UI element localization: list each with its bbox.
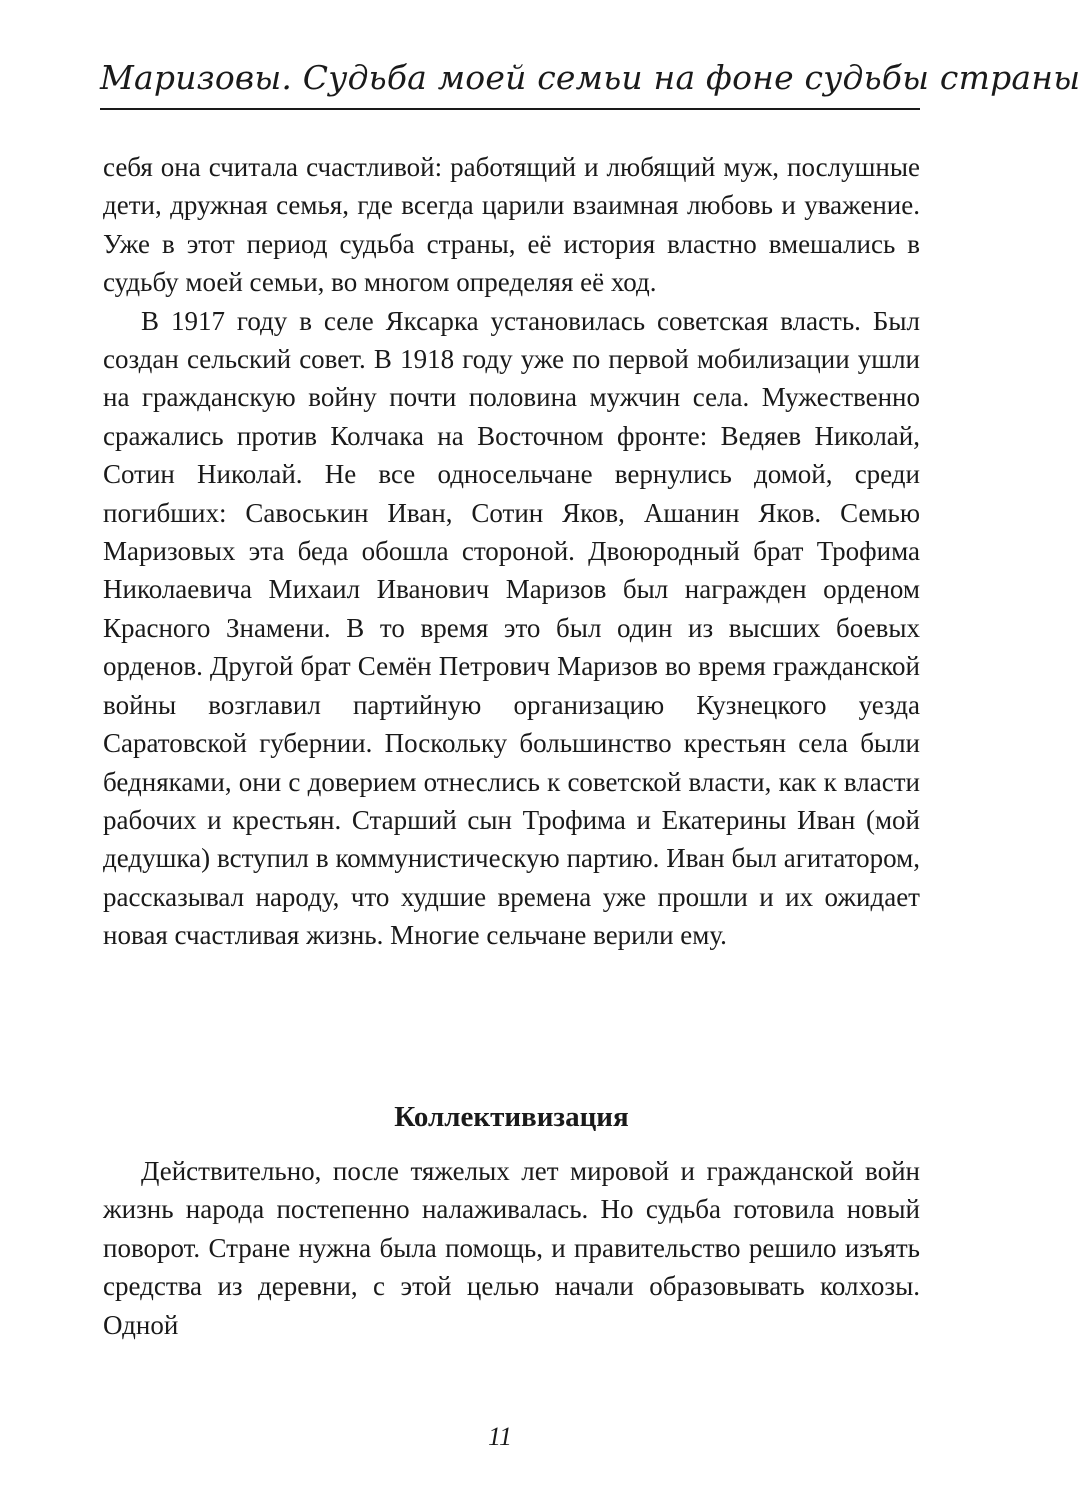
section-text (103, 1152, 920, 1344)
section-heading: Коллективизация (394, 1101, 629, 1133)
paragraph-2: В 1917 году в селе Яксарка установилась советская власть. Был создан сельский совет. В 1918 году уже по первой мобилизации ушли на гражданскую войну почти половина мужчин села. Мужественно сражались против Колчака на Восточном фронте: Ведяев Николай, Сотин Николай. Не все односельчане вернулись домой, среди погибших: Савоськин Иван, Сотин Яков, Ашанин Яков. Семью Маризовых эта беда обошла стороной. Двоюродный брат Трофима Николаевича Михаил Иванович Маризов был награжден орденом Красного Знамени. В то время это был один из высших боевых орденов. Другой брат Семён Петрович Маризов во время гражданской войны возглавил партийную организацию Кузнецкого уезда Саратовской губернии. Поскольку большинство крестьян села были бедняками, они с доверием отнеслись к советской власти, как к власти рабочих и крестьян. Старший сын Трофима и Екатерины Иван (мой дедушка) вступил в коммунистическую партию. Иван был агитатором, рассказывал народу, что худшие времена уже прошли и их ожидает новая счастливая жизнь. Многие сельчане верили ему. (103, 305, 920, 951)
main-text (103, 148, 920, 955)
paragraph-1: себя она считала счастливой: работящий и любящий муж, послушные дети, дружная семья, где всегда царили взаимная любовь и уважение. Уже в этот период судьба страны, её история властно вмешались в судьбу моей семьи, во многом определяя её ход. (103, 152, 920, 298)
header-rule (100, 108, 920, 110)
running-title: Маризовы. Судьба моей семьи на фоне судьбы страны (100, 58, 1080, 97)
section-paragraph: Действительно, после тяжелых лет мировой и гражданской войн жизнь народа постепенно налаживалась. Но судьба готовила новый поворот. Стране нужна была помощь, и правительство решило изъять средства из деревни, с этой целью начали образовывать колхозы. Одной (103, 1156, 920, 1340)
page-number: 11 (487, 1422, 513, 1451)
